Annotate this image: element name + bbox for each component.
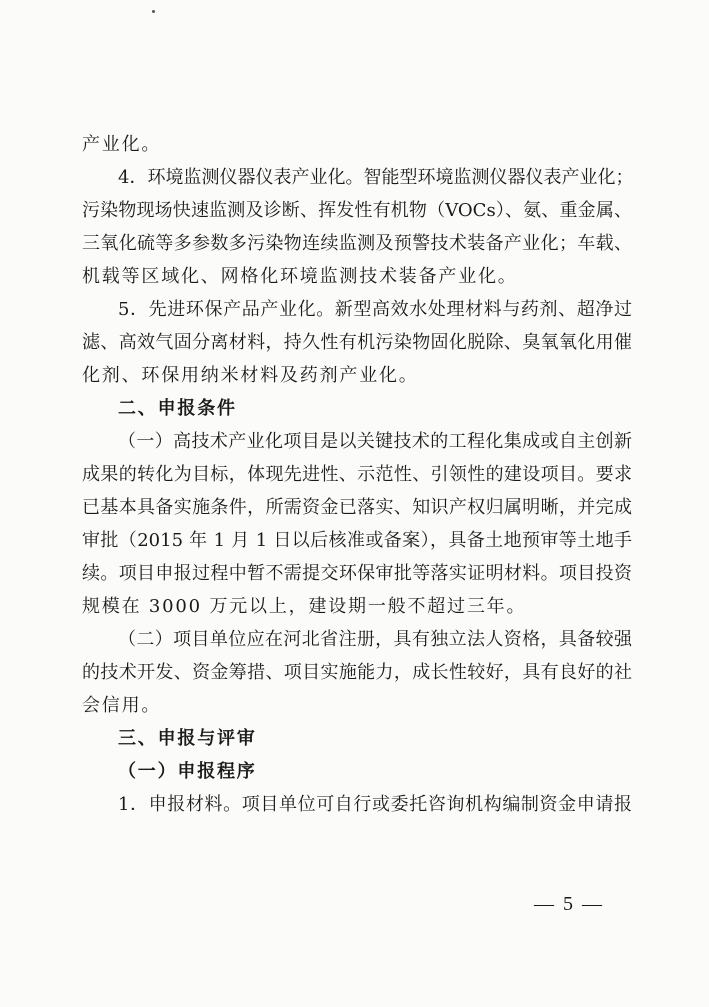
- text-line: 会信用。: [82, 695, 162, 716]
- section-heading: 二、申报条件: [118, 398, 237, 419]
- section-heading: 三、申报与评审: [118, 728, 257, 749]
- subsection-heading: （一）申报程序: [118, 761, 257, 782]
- text-line: 4．环境监测仪器仪表产业化。智能型环境监测仪器仪表产业化；: [118, 167, 634, 188]
- text-line: 成果的转化为目标，体现先进性、示范性、引领性的建设项目。要求: [82, 464, 632, 485]
- text-line: 续。项目申报过程中暂不需提交环保审批等落实证明材料。项目投资: [82, 563, 632, 584]
- text-line: （二）项目单位应在河北省注册，具有独立法人资格，具备较强: [118, 629, 632, 650]
- page-number: — 5 —: [534, 893, 604, 915]
- text-line: 1．申报材料。项目单位可自行或委托咨询机构编制资金申请报: [118, 794, 632, 815]
- scan-mark: [152, 10, 155, 13]
- text-line: 审批（2015 年 1 月 1 日以后核准或备案），具备土地预审等土地手: [82, 530, 632, 551]
- text-line: 规模在 3000 万元以上，建设期一般不超过三年。: [82, 596, 527, 617]
- text-line: 的技术开发、资金筹措、项目实施能力，成长性较好，具有良好的社: [82, 662, 632, 683]
- text-line: 化剂、环保用纳米材料及药剂产业化。: [82, 365, 419, 386]
- text-line: 污染物现场快速监测及诊断、挥发性有机物（VOCs）、氨、重金属、: [82, 200, 632, 221]
- text-line: （一）高技术产业化项目是以关键技术的工程化集成或自主创新: [118, 431, 632, 452]
- text-line: 机载等区域化、网格化环境监测技术装备产业化。: [82, 266, 518, 287]
- body-text: [82, 128, 632, 821]
- text-line: 滤、高效气固分离材料，持久性有机污染物固化脱除、臭氧氧化用催: [82, 332, 632, 353]
- text-line: 三氧化硫等多参数多污染物连续监测及预警技术装备产业化；车载、: [82, 233, 632, 254]
- text-line: 5．先进环保产品产业化。新型高效水处理材料与药剂、超净过: [118, 299, 632, 320]
- text-line: 已基本具备实施条件，所需资金已落实、知识产权归属明晰，并完成: [82, 497, 632, 518]
- text-line: 产业化。: [82, 134, 162, 155]
